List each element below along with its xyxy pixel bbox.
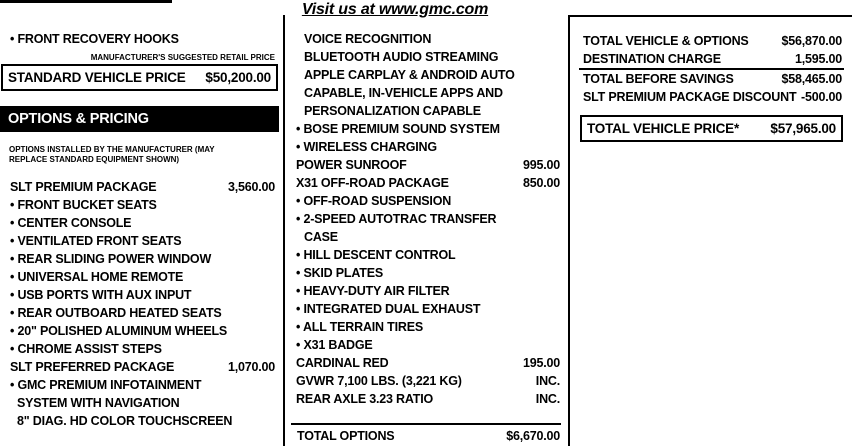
- option-row: [291, 48, 561, 66]
- summary-value: -500.00: [801, 90, 842, 104]
- right-column: [579, 32, 844, 142]
- option-label: • VENTILATED FRONT SEATS: [10, 234, 182, 248]
- options-list-middle: [291, 30, 561, 408]
- option-row: [291, 264, 561, 282]
- summary-row: [579, 70, 844, 88]
- summary-label: TOTAL VEHICLE & OPTIONS: [583, 34, 749, 48]
- option-label: APPLE CARPLAY & ANDROID AUTO: [304, 68, 515, 82]
- summary-row: [579, 50, 844, 70]
- option-label: • CHROME ASSIST STEPS: [10, 342, 162, 356]
- option-label: • ALL TERRAIN TIRES: [296, 320, 423, 334]
- option-label: • INTEGRATED DUAL EXHAUST: [296, 302, 481, 316]
- option-row: [0, 232, 279, 250]
- option-label: PERSONALIZATION CAPABLE: [304, 104, 481, 118]
- total-options-row: [291, 423, 561, 443]
- option-label: • BOSE PREMIUM SOUND SYSTEM: [296, 122, 500, 136]
- option-label: • SKID PLATES: [296, 266, 383, 280]
- header-title: Visit us at www.gmc.com: [301, 1, 489, 18]
- option-row: [0, 394, 279, 412]
- option-row: [0, 412, 279, 430]
- option-row: [291, 102, 561, 120]
- summary-label: SLT PREMIUM PACKAGE DISCOUNT: [583, 90, 797, 104]
- option-row: [291, 174, 561, 192]
- options-list-left: [0, 178, 279, 430]
- option-row: [291, 336, 561, 354]
- option-label: • 20" POLISHED ALUMINUM WHEELS: [10, 324, 228, 338]
- msrp-note: MANUFACTURER'S SUGGESTED RETAIL PRICE: [90, 53, 275, 62]
- middle-column: [291, 30, 561, 446]
- option-price: 995.00: [522, 158, 560, 172]
- option-row: [291, 390, 561, 408]
- option-price: INC.: [535, 374, 560, 388]
- option-label: VOICE RECOGNITION: [304, 32, 432, 46]
- option-row: [0, 376, 279, 394]
- option-label: CARDINAL RED: [296, 356, 389, 370]
- left-column: [0, 30, 279, 430]
- option-row: [291, 84, 561, 102]
- total-options-label: TOTAL OPTIONS: [297, 429, 395, 443]
- summary-value: $58,465.00: [781, 72, 842, 86]
- option-price: 1,070.00: [227, 360, 275, 374]
- option-label: • X31 BADGE: [296, 338, 373, 352]
- option-row: [291, 282, 561, 300]
- option-price: 3,560.00: [227, 180, 275, 194]
- option-label: SYSTEM WITH NAVIGATION: [17, 396, 180, 410]
- options-pricing-header: OPTIONS & PRICING: [0, 106, 279, 132]
- option-label: • WIRELESS CHARGING: [296, 140, 437, 154]
- summary-value: 1,595.00: [794, 52, 842, 66]
- option-row: [291, 66, 561, 84]
- option-label: • REAR OUTBOARD HEATED SEATS: [10, 306, 222, 320]
- option-row: [291, 210, 561, 228]
- option-label: • REAR SLIDING POWER WINDOW: [10, 252, 212, 266]
- column-divider-left: [283, 15, 285, 446]
- option-label: GVWR 7,100 LBS. (3,221 KG): [296, 374, 462, 388]
- option-row: [0, 268, 279, 286]
- option-row: [291, 30, 561, 48]
- option-row: [291, 120, 561, 138]
- options-disclaimer: OPTIONS INSTALLED BY THE MANUFACTURER (MAY REPLACE STANDARD EQUIPMENT SHOWN): [9, 145, 215, 164]
- option-row: [291, 354, 561, 372]
- option-row: [0, 178, 279, 196]
- summary-row: [579, 32, 844, 50]
- standard-vehicle-price-value: $50,200.00: [205, 70, 271, 85]
- option-row: [0, 322, 279, 340]
- option-row: [0, 286, 279, 304]
- option-row: [0, 214, 279, 232]
- column-divider-right: [568, 15, 570, 446]
- standard-equipment-item: [0, 30, 279, 48]
- total-options-value: $6,670.00: [506, 429, 560, 443]
- option-label: • UNIVERSAL HOME REMOTE: [10, 270, 184, 284]
- option-label: • USB PORTS WITH AUX INPUT: [10, 288, 192, 302]
- standard-vehicle-price-box: [1, 64, 278, 91]
- option-row: [291, 156, 561, 174]
- option-row: [291, 138, 561, 156]
- right-column-top-rule: [568, 15, 852, 17]
- option-price: 850.00: [522, 176, 560, 190]
- option-price: 195.00: [522, 356, 560, 370]
- summary-label: TOTAL BEFORE SAVINGS: [583, 72, 734, 86]
- total-vehicle-price-value: $57,965.00: [770, 121, 836, 136]
- option-row: [291, 228, 561, 246]
- summary-value: $56,870.00: [781, 34, 842, 48]
- option-label: SLT PREMIUM PACKAGE: [10, 180, 157, 194]
- option-row: [0, 340, 279, 358]
- option-row: [0, 358, 279, 376]
- option-label: • FRONT BUCKET SEATS: [10, 198, 157, 212]
- option-label: • 2-SPEED AUTOTRAC TRANSFER: [296, 212, 497, 226]
- option-label: • HEAVY-DUTY AIR FILTER: [296, 284, 450, 298]
- price-summary-list: [579, 32, 844, 106]
- option-label: 8" DIAG. HD COLOR TOUCHSCREEN: [17, 414, 233, 428]
- option-row: [291, 372, 561, 390]
- option-label: POWER SUNROOF: [296, 158, 407, 172]
- summary-label: DESTINATION CHARGE: [583, 52, 721, 66]
- option-label: • GMC PREMIUM INFOTAINMENT: [10, 378, 202, 392]
- option-label: • HILL DESCENT CONTROL: [296, 248, 456, 262]
- option-price: INC.: [535, 392, 560, 406]
- option-row: [0, 250, 279, 268]
- option-label: • CENTER CONSOLE: [10, 216, 132, 230]
- option-row: [291, 192, 561, 210]
- total-vehicle-price-box: [580, 115, 843, 142]
- option-row: [291, 246, 561, 264]
- summary-row: [579, 88, 844, 106]
- option-label: REAR AXLE 3.23 RATIO: [296, 392, 433, 406]
- option-label: CASE: [304, 230, 338, 244]
- option-row: [291, 300, 561, 318]
- option-label: SLT PREFERRED PACKAGE: [10, 360, 175, 374]
- option-label: • OFF-ROAD SUSPENSION: [296, 194, 452, 208]
- standard-vehicle-price-label: STANDARD VEHICLE PRICE: [8, 70, 186, 85]
- option-label: X31 OFF-ROAD PACKAGE: [296, 176, 449, 190]
- total-vehicle-price-label: TOTAL VEHICLE PRICE*: [587, 121, 740, 136]
- option-label: CAPABLE, IN-VEHICLE APPS AND: [304, 86, 503, 100]
- option-row: [0, 196, 279, 214]
- option-row: [291, 318, 561, 336]
- option-row: [0, 304, 279, 322]
- standard-equipment-label: • FRONT RECOVERY HOOKS: [10, 32, 179, 46]
- option-label: BLUETOOTH AUDIO STREAMING: [304, 50, 499, 64]
